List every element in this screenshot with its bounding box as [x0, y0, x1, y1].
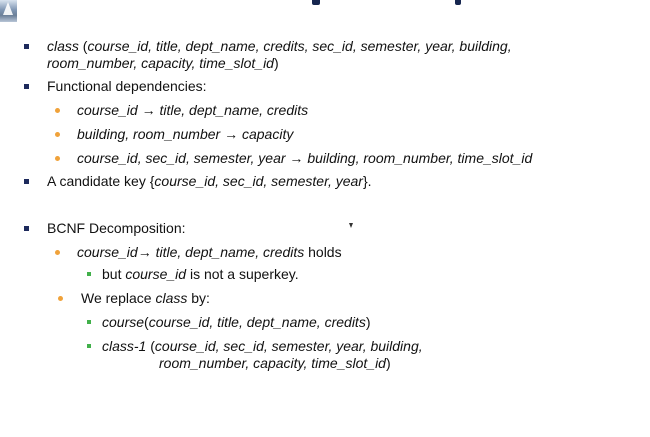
candidate-key: A candidate key {course_id, sec_id, semester, year}.: [47, 173, 372, 189]
bcnf-replace: We replace class by:: [81, 290, 210, 306]
title-remnant: [455, 0, 461, 5]
schema-class-1-line2: room_number, capacity, time_slot_id): [159, 355, 391, 371]
fd-item: course_id, sec_id, semester, year → building, room_number, time_slot_id: [77, 150, 533, 166]
arrow-icon: →: [137, 244, 156, 260]
sub-bullet-marker: [58, 296, 63, 301]
sub-sub-bullet-marker: [87, 344, 91, 348]
arrow-icon: →: [220, 126, 242, 142]
sub-bullet-marker: [55, 108, 60, 113]
sailboat-icon: [3, 2, 13, 15]
relation-class-line1: class (course_id, title, dept_name, credits, sec_id, semester, year, building,: [47, 38, 512, 54]
arrow-icon: →: [285, 150, 308, 166]
bcnf-heading: BCNF Decomposition:: [47, 220, 186, 236]
bullet-marker: [24, 44, 29, 49]
sub-sub-bullet-marker: [87, 320, 91, 324]
mouse-pointer-icon: [349, 223, 353, 228]
bcnf-violating-fd: course_id→ title, dept_name, credits holds: [77, 244, 342, 260]
arrow-icon: →: [137, 102, 160, 118]
bullet-marker: [24, 84, 29, 89]
schema-course: course(course_id, title, dept_name, credits): [102, 314, 371, 330]
fd-heading: Functional dependencies:: [47, 78, 207, 94]
sub-bullet-marker: [55, 132, 60, 137]
relation-attributes-cont: room_number, capacity, time_slot_id: [47, 55, 274, 71]
schema-class-1-line1: class-1 (course_id, sec_id, semester, year, building,: [102, 338, 423, 354]
fd-item: building, room_number → capacity: [77, 126, 294, 142]
title-remnant: [312, 0, 320, 5]
sub-sub-bullet-marker: [87, 272, 91, 276]
fd-item: course_id → title, dept_name, credits: [77, 102, 309, 118]
sub-bullet-marker: [55, 156, 60, 161]
sub-bullet-marker: [55, 250, 60, 255]
relation-attributes: course_id, title, dept_name, credits, sec_id, semester, year, building,: [87, 38, 512, 54]
bullet-marker: [24, 226, 29, 231]
bullet-marker: [24, 179, 29, 184]
relation-class-line2: room_number, capacity, time_slot_id): [47, 55, 279, 71]
relation-name: class: [47, 38, 79, 54]
header-thumbnail-image: [0, 0, 17, 22]
bcnf-reason: but course_id is not a superkey.: [102, 266, 299, 282]
